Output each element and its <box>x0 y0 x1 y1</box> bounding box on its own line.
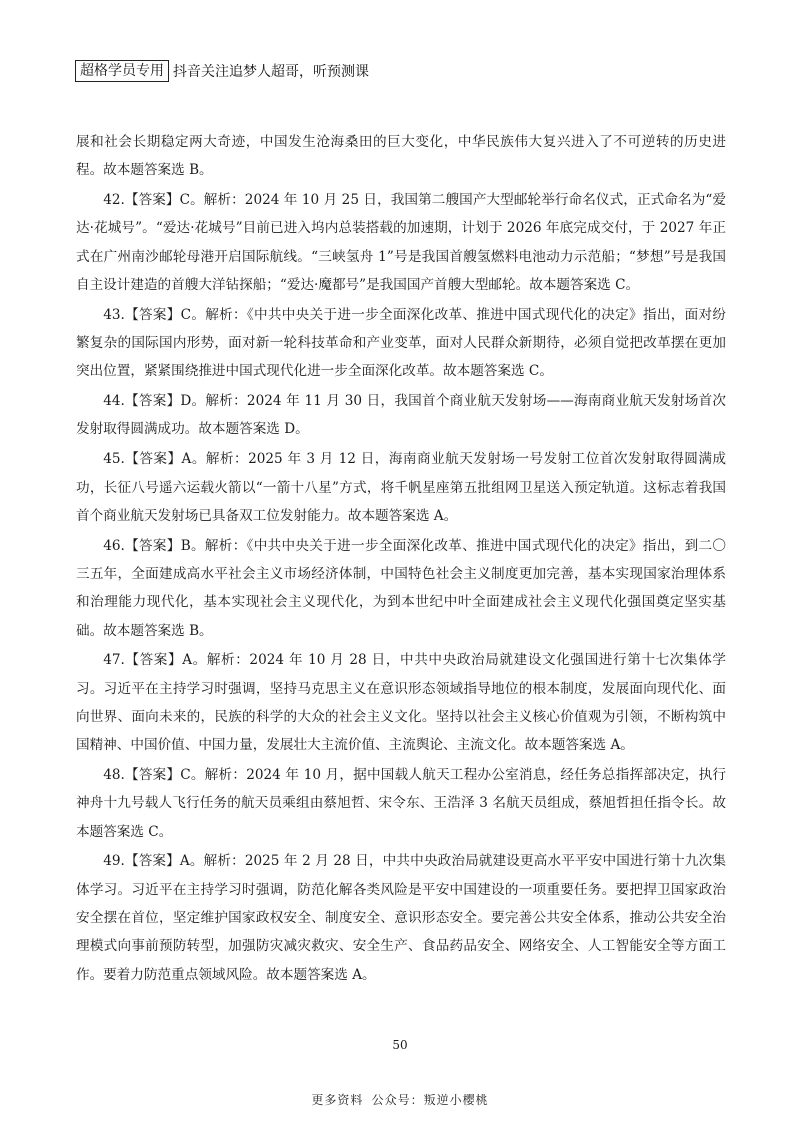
answer-44: 44.【答案】D。解析：2024 年 11 月 30 日，我国首个商业航天发射场——海南商业航天发射场首次发射取得圆满成功。故本题答案选 D。 <box>76 393 726 438</box>
page-footer: 更多资料 公众号：叛逆小樱桃 <box>311 1093 489 1107</box>
student-badge: 超格学员专用 <box>75 60 169 82</box>
answer-48: 48.【答案】C。解析：2024 年 10 月，据中国载人航天工程办公室消息，经任务总指挥部决定，执行神舟十九号载人飞行任务的航天员乘组由蔡旭哲、宋令东、王浩泽 3 名航天员组成，蔡旭哲担任指令长。故本题答案选 C。 <box>76 767 726 840</box>
paragraph-continued: 展和社会长期稳定两大奇迹，中国发生沧海桑田的巨大变化，中华民族伟大复兴进入了不可逆转的历史进程。故本题答案选 B。 <box>76 134 726 179</box>
page-header <box>75 60 369 82</box>
answer-46: 46.【答案】B。解析：《中共中央关于进一步全面深化改革、推进中国式现代化的决定》指出，到二〇三五年，全面建成高水平社会主义市场经济体制，中国特色社会主义制度更加完善，基本实现国家治理体系和治理能力现代化，基本实现社会主义现代化，为到本世纪中叶全面建成社会主义现代化强国奠定坚实基础。故本题答案选 B。 <box>76 537 726 639</box>
answer-43: 43.【答案】C。解析：《中共中央关于进一步全面深化改革、推进中国式现代化的决定》指出，面对纷繁复杂的国际国内形势，面对新一轮科技革命和产业变革，面对人民群众新期待，必须自觉把改革摆在更加突出位置，紧紧围绕推进中国式现代化进一步全面深化改革。故本题答案选 C。 <box>76 306 726 380</box>
answer-45: 45.【答案】A。解析：2025 年 3 月 12 日，海南商业航天发射场一号发射工位首次发射取得圆满成功，长征八号遥六运载火箭以“一箭十八星”方式，将千帆星座第五批组网卫星送入预定轨道。这标志着我国首个商业航天发射场已具备双工位发射能力。故本题答案选 A。 <box>76 451 726 524</box>
answer-42: 42.【答案】C。解析：2024 年 10 月 25 日，我国第二艘国产大型邮轮举行命名仪式，正式命名为“爱达·花城号”。“爱达·花城号”目前已进入坞内总装搭载的加速期，计划于 2026 年底完成交付，于 2027 年正式在广州南沙邮轮母港开启国际航线。“三峡氢舟 1”号是我国首艘氢燃料电池动力示范船；“梦想”号是我国自主设计建造的首艘大洋钻探船；“爱达·魔都号”是我国国产首艘大型邮轮。故本题答案选 C。 <box>76 192 726 293</box>
answer-49: 49.【答案】A。解析：2025 年 2 月 28 日，中共中央政治局就建设更高水平平安中国进行第十九次集体学习。习近平在主持学习时强调，防范化解各类风险是平安中国建设的一项重要任务。要把捍卫国家政治安全摆在首位，坚定维护国家政权安全、制度安全、意识形态安全。要完善公共安全体系，推动公共安全治理模式向事前预防转型，加强防灾减灾救灾、安全生产、食品药品安全、网络安全、人工智能安全等方面工作。要着力防范重点领域风险。故本题答案选 A。 <box>76 853 726 983</box>
answer-47: 47.【答案】A。解析：2024 年 10 月 28 日，中共中央政治局就建设文化强国进行第十七次集体学习。习近平在主持学习时强调，坚持马克思主义在意识形态领域指导地位的根本制度，发展面向现代化、面向世界、面向未来的，民族的科学的大众的社会主义文化。坚持以社会主义核心价值观为引领，不断构筑中国精神、中国价值、中国力量，发展壮大主流价值、主流舆论、主流文化。故本题答案选 A。 <box>76 652 726 754</box>
answer-explanations <box>76 128 726 990</box>
header-text: 抖音关注追梦人超哥，听预测课 <box>173 64 369 80</box>
page-number: 50 <box>392 1038 408 1052</box>
